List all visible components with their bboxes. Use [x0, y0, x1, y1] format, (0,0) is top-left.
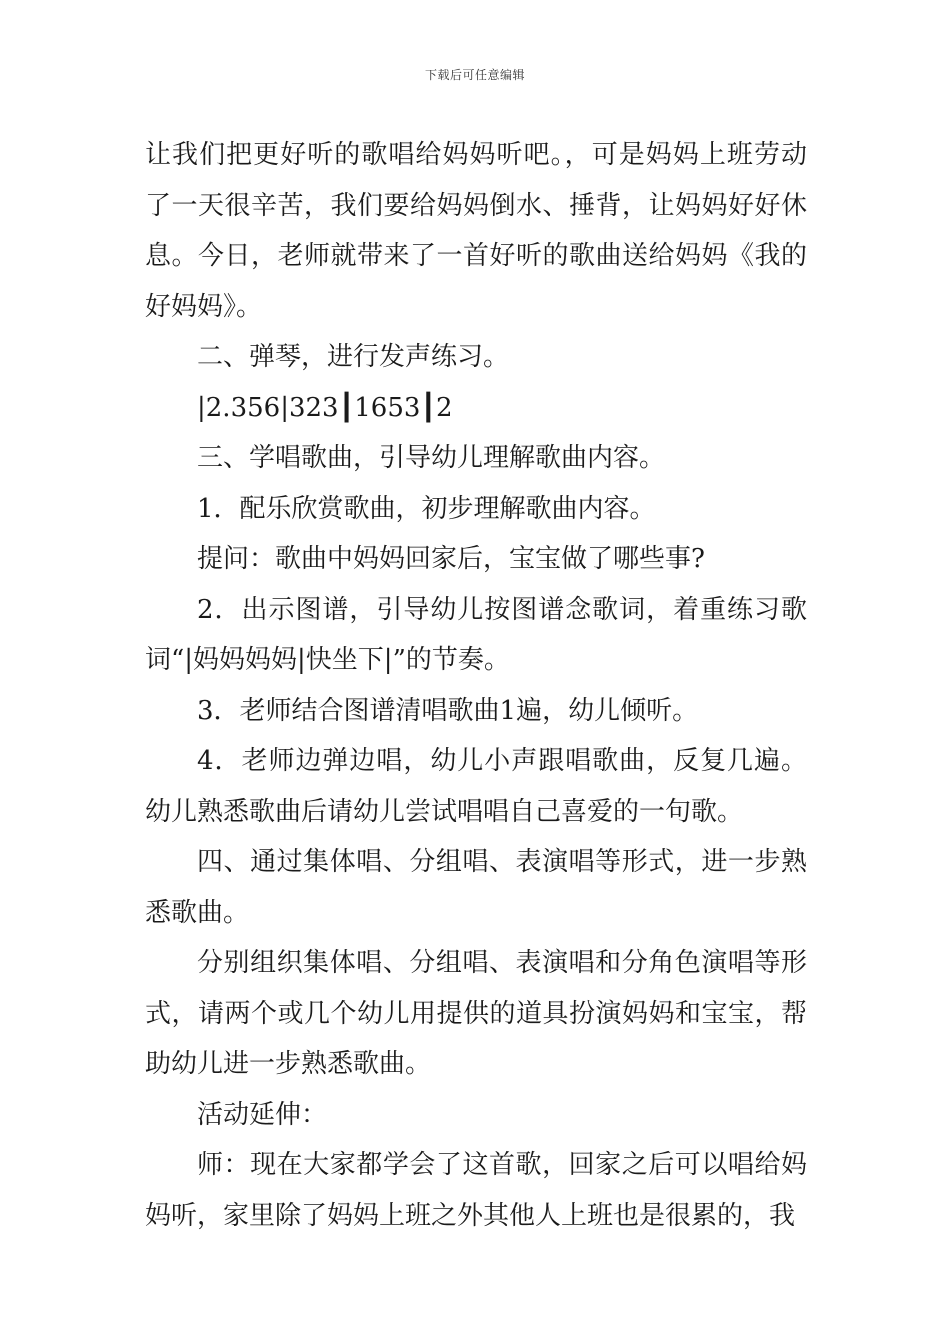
paragraph-group-singing: 分别组织集体唱、分组唱、表演唱和分角色演唱等形式，请两个或几个幼儿用提供的道具扮演妈妈和宝宝，帮助幼儿进一步熟悉歌曲。 — [145, 948, 807, 1079]
paragraph-section-three: 三、学唱歌曲，引导幼儿理解歌曲内容。 — [197, 443, 666, 473]
paragraph-step-2: 2．出示图谱，引导幼儿按图谱念歌词，着重练习歌词“|妈妈妈妈|快坐下|”的节奏。 — [145, 594, 807, 675]
paragraph-step-1: 1．配乐欣赏歌曲，初步理解歌曲内容。 — [197, 493, 656, 524]
paragraph-question: 提问：歌曲中妈妈回家后，宝宝做了哪些事? — [197, 544, 705, 574]
paragraph-section-four: 四、通过集体唱、分组唱、表演唱等形式，进一步熟悉歌曲。 — [145, 847, 807, 928]
paragraph-step-3: 3．老师结合图谱清唱歌曲1遍，幼儿倾听。 — [197, 695, 699, 726]
paragraph-extension-heading: 活动延伸： — [197, 1099, 328, 1130]
paragraph-teacher-speech: 师：现在大家都学会了这首歌，回家之后可以唱给妈妈听，家里除了妈妈上班之外其他人上班也是很累的，我 — [145, 1150, 807, 1231]
paragraph-section-two: 二、弹琴，进行发声练习。 — [197, 342, 510, 372]
page-header-note: 下载后可任意编辑 — [424, 68, 525, 82]
paragraph-intro-continuation: 让我们把更好听的歌唱给妈妈听吧。，可是妈妈上班劳动了一天很辛苦，我们要给妈妈倒水、捶背，让妈妈好好休息。今日，老师就带来了一首好听的歌曲送给妈妈《我的好妈妈》。 — [145, 140, 807, 322]
paragraph-step-4: 4．老师边弹边唱，幼儿小声跟唱歌曲，反复几遍。幼儿熟悉歌曲后请幼儿尝试唱唱自己喜爱的一句歌。 — [145, 746, 807, 827]
document-body — [145, 130, 807, 1241]
paragraph-vocal-notation: |2.356|323┃1653┃2 — [197, 392, 453, 423]
